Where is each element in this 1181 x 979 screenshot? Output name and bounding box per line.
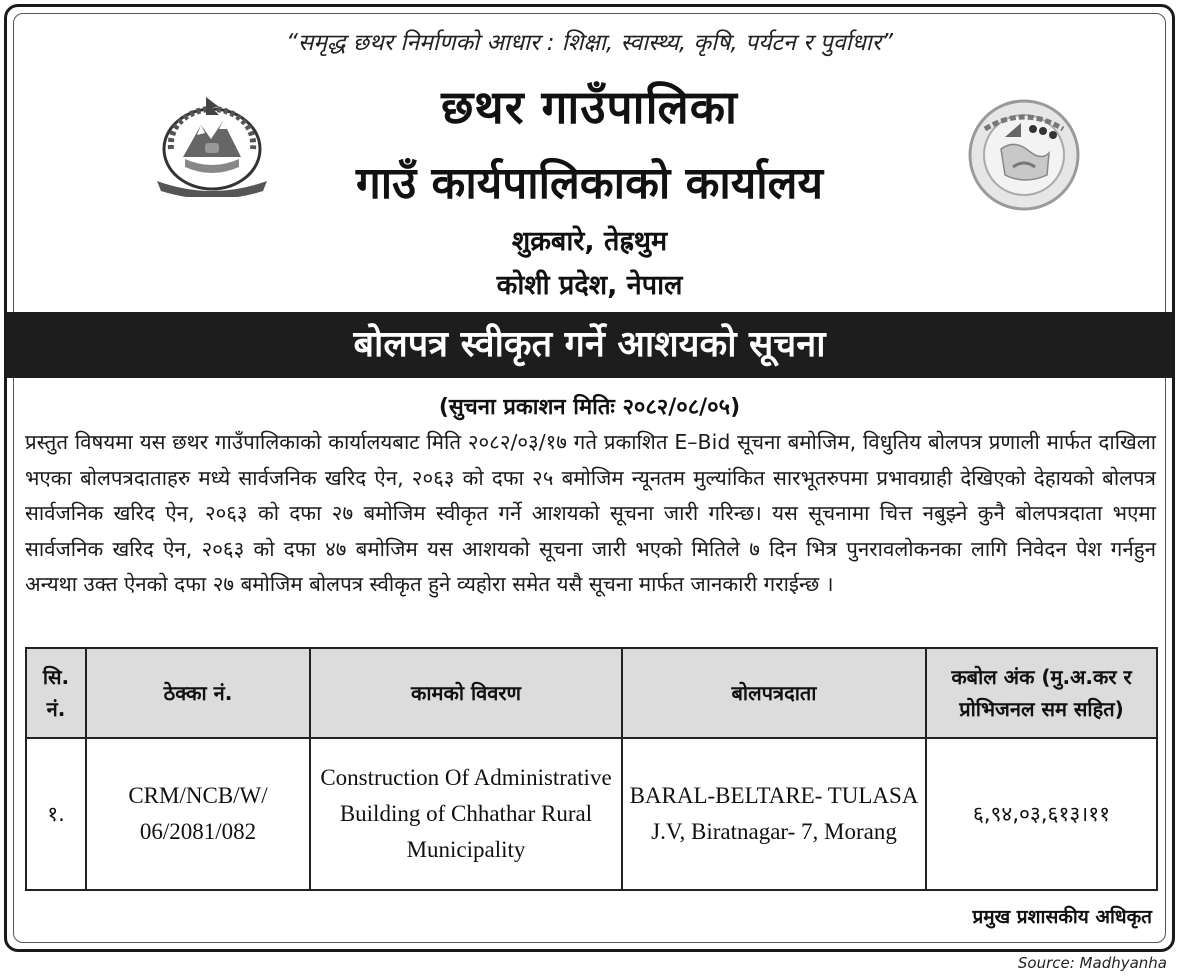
notice-body: प्रस्तुत विषयमा यस छथर गाउँपालिकाको कार्यालयबाट मिति २०८२/०३/१७ गते प्रकाशित E–Bid सूचना बमोजिम, विधुतिय बोलपत्र प्रणाली मार्फत दाखिला भएका बोलपत्रदाताहरु मध्ये सार्वजनिक खरिद ऐन, २०६३ को दफा २५ बमोजिम न्यूनतम मुल्यांकित सारभूतरुपमा प्रभावग्राही देखिएको देहायको बोलपत्र सार्वजनिक खरिद ऐन, २०६३ को दफा २७ बमोजिम स्वीकृत गर्ने आशयको सूचना जारी गरिन्छ। यस सूचनामा चित्त नबुझ्ने कुनै बोलपत्रदाता भएमा सार्वजनिक खरिद ऐन, २०६३ को दफा ४७ बमोजिम यस आशयको सूचना जारी भएको मितिले ७ दिन भित्र पुनरावलोकनका लागि निवेदन पेश गर्नहुन अन्यथा उक्त ऐनको दफा २७ बमोजिम बोलपत्र स्वीकृत हुने व्यहोरा समेत यसै सूचना मार्फत जानकारी गराईन्छ । [25, 430, 1156, 596]
row-work-description: Construction Of Administrative Building of Chhathar Rural Municipality [310, 738, 622, 890]
header-contract-no: ठेक्का नं. [86, 648, 310, 738]
table-row [26, 738, 1157, 890]
notice-frame [4, 4, 1175, 952]
header-bid-amount: कबोल अंक (मु.अ.कर र प्रोभिजनल सम सहित) [926, 648, 1157, 738]
row-bidder: BARAL-BELTARE- TULASA J.V, Biratnagar- 7, Morang [622, 738, 926, 890]
office-title: गाउँ कार्यपालिकाको कार्यालय [355, 158, 824, 209]
header-sn: सि. नं. [26, 648, 86, 738]
slogan: “समृद्ध छथर निर्माणको आधार : शिक्षा, स्वास्थ्य, कृषि, पर्यटन र पुर्वाधार” [285, 30, 894, 56]
header-bidder: बोलपत्रदाता [622, 648, 926, 738]
table-header-row [26, 648, 1157, 738]
location-line-1: शुक्रबारे, तेह्रथुम [511, 226, 668, 257]
header-work-description: कामको विवरण [310, 648, 622, 738]
publication-date: (सुचना प्रकाशन मितिः २०८२/०८/०५) [438, 395, 741, 420]
row-contract-no: CRM/NCB/W/ 06/2081/082 [86, 738, 310, 890]
notice-heading-banner: बोलपत्र स्वीकृत गर्ने आशयको सूचना [7, 312, 1172, 378]
office-name: छथर गाउँपालिका [441, 80, 738, 134]
tender-table [25, 647, 1158, 891]
source-credit: Source: Madhyanha [1017, 954, 1167, 972]
row-sn: १. [26, 738, 86, 890]
signature-title: प्रमुख प्रशासकीय अधिकृत [972, 906, 1152, 928]
location-line-2: कोशी प्रदेश, नेपाल [496, 270, 683, 301]
row-bid-amount: ६,९४,०३,६१३।११ [926, 738, 1157, 890]
